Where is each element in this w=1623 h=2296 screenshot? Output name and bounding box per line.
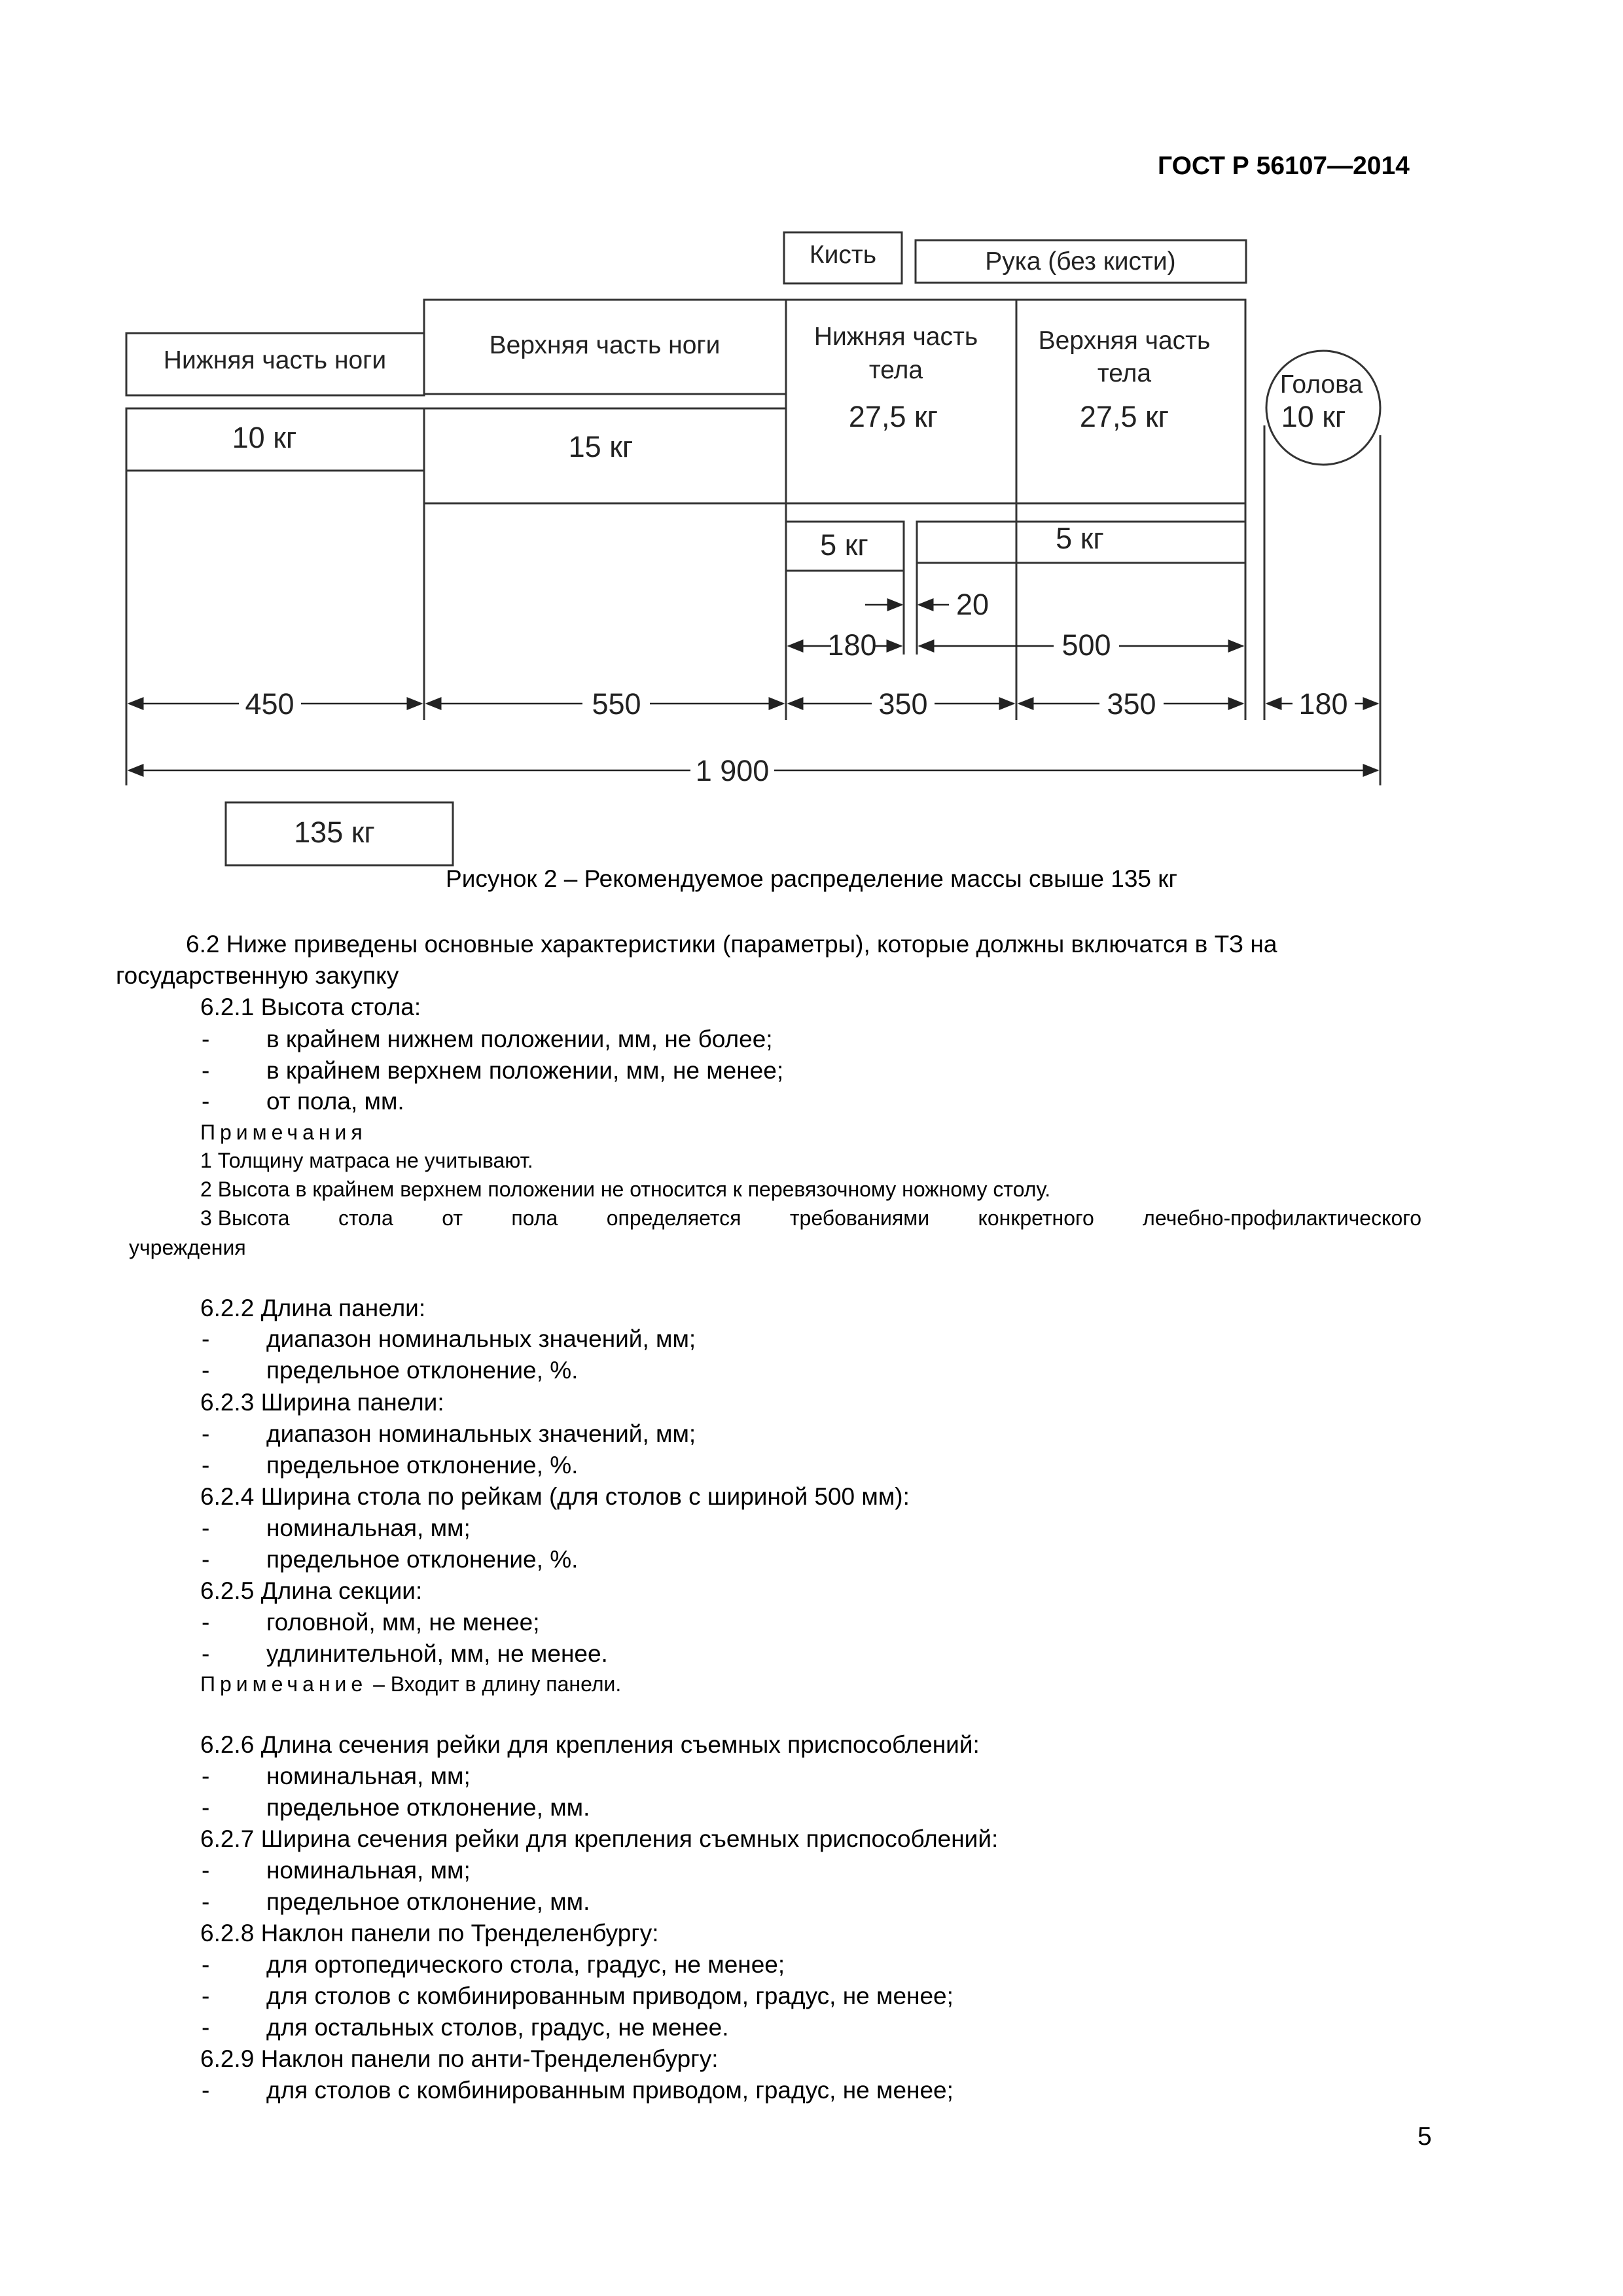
lower-body-label-line2: тела <box>868 356 923 384</box>
dim-label-180-hand: 180 <box>827 628 877 662</box>
section-title-6-2-5: 6.2.5 Длина секции: <box>200 1577 423 1604</box>
list-item: предельное отклонение, мм. <box>266 1888 590 1915</box>
paragraph-6-2-line2: государственную закупку <box>116 962 399 989</box>
document-number: ГОСТ Р 56107—2014 <box>1158 152 1410 180</box>
list-item: номинальная, мм; <box>266 1763 471 1789</box>
note-2: 2 Высота в крайнем верхнем положении не относится к перевязочному ножному столу. <box>200 1177 1051 1201</box>
list-bullet: - <box>202 1982 210 2009</box>
list-item: предельное отклонение, %. <box>266 1452 579 1479</box>
dim-label-1900: 1 900 <box>695 754 770 787</box>
section-title-6-2-8: 6.2.8 Наклон панели по Тренделенбургу: <box>200 1920 659 1946</box>
upper-body-weight: 27,5 кг <box>1079 400 1169 433</box>
list-bullet: - <box>202 1026 210 1052</box>
list-bullet: - <box>202 1325 210 1352</box>
list-bullet: - <box>202 2077 210 2104</box>
note-3-line1 <box>200 1206 1421 1230</box>
list-item: удлинительной, мм, не менее. <box>266 1640 608 1667</box>
section-title-6-2-7: 6.2.7 Ширина сечения рейки для крепления съемных приспособлений: <box>200 1825 999 1852</box>
list-bullet: - <box>202 1088 210 1115</box>
lower-body-label-line1: Нижняя часть <box>813 323 978 351</box>
note-6-2-5 <box>200 1672 621 1696</box>
note-3-word: стола <box>338 1206 393 1230</box>
note-label: Примечание <box>200 1672 368 1696</box>
list-item: для остальных столов, градус, не менее. <box>266 2014 729 2041</box>
paragraph-6-2-line1: 6.2 Ниже приведены основные характеристики (параметры), которые должны включатся в ТЗ на <box>186 931 1277 958</box>
note-3-line2: учреждения <box>129 1236 246 1259</box>
list-bullet: - <box>202 1420 210 1447</box>
section-title-6-2-9: 6.2.9 Наклон панели по анти-Тренделенбургу: <box>200 2045 719 2072</box>
list-bullet: - <box>202 1357 210 1384</box>
note-3-word: лечебно-профилактического <box>1143 1206 1421 1230</box>
list-item: в крайнем верхнем положении, мм, не менее; <box>266 1057 784 1084</box>
list-item: для столов с комбинированным приводом, градус, не менее; <box>266 2077 954 2104</box>
section-title-6-2-6: 6.2.6 Длина сечения рейки для крепления съемных приспособлений: <box>200 1731 980 1758</box>
list-bullet: - <box>202 1857 210 1884</box>
dim-label-20: 20 <box>955 588 990 621</box>
dim-label-180-head: 180 <box>1298 687 1348 721</box>
list-bullet: - <box>202 1763 210 1789</box>
upper-body-label-line2: тела <box>1097 359 1152 387</box>
list-item: предельное отклонение, мм. <box>266 1794 590 1821</box>
list-item: для столов с комбинированным приводом, градус, не менее; <box>266 1982 954 2009</box>
hand-weight: 5 кг <box>820 528 868 562</box>
dim-label-350-lower: 350 <box>878 687 928 721</box>
list-item: предельное отклонение, %. <box>266 1546 579 1573</box>
lower-leg-label: Нижняя часть ноги <box>163 346 387 374</box>
page-number: 5 <box>1418 2123 1432 2151</box>
mass-distribution-figure <box>0 0 1623 870</box>
note-3-word: требованиями <box>789 1206 930 1230</box>
figure-caption: Рисунок 2 – Рекомендуемое распределение массы свыше 135 кг <box>446 865 1177 892</box>
head-weight: 10 кг <box>1281 400 1346 433</box>
head-label: Голова <box>1279 370 1363 399</box>
list-bullet: - <box>202 1609 210 1636</box>
section-title-6-2-4: 6.2.4 Ширина стола по рейкам (для столов с шириной 500 мм): <box>200 1483 910 1510</box>
list-bullet: - <box>202 1546 210 1573</box>
section-title-6-2-3: 6.2.3 Ширина панели: <box>200 1389 444 1416</box>
list-item: для ортопедического стола, градус, не менее; <box>266 1951 785 1978</box>
notes-heading: Примечания <box>200 1121 367 1144</box>
total-weight: 135 кг <box>294 816 375 849</box>
section-title-6-2-2: 6.2.2 Длина панели: <box>200 1295 426 1321</box>
dim-label-500: 500 <box>1061 628 1111 662</box>
list-bullet: - <box>202 2014 210 2041</box>
hand-label: Кисть <box>809 241 877 269</box>
list-bullet: - <box>202 1640 210 1667</box>
list-bullet: - <box>202 1452 210 1479</box>
note-text: – Входит в длину панели. <box>367 1672 622 1696</box>
list-bullet: - <box>202 1951 210 1978</box>
section-title-6-2-1: 6.2.1 Высота стола: <box>200 994 421 1020</box>
note-3-word: пола <box>511 1206 558 1230</box>
upper-body-label-line1: Верхняя часть <box>1038 327 1211 355</box>
lower-leg-weight: 10 кг <box>232 421 297 454</box>
dim-label-450: 450 <box>245 687 294 721</box>
list-bullet: - <box>202 1515 210 1541</box>
list-item: диапазон номинальных значений, мм; <box>266 1325 696 1352</box>
dim-label-350-upper: 350 <box>1107 687 1156 721</box>
note-3-word: от <box>442 1206 463 1230</box>
list-bullet: - <box>202 1057 210 1084</box>
list-item: номинальная, мм; <box>266 1515 471 1541</box>
note-3-word: определяется <box>606 1206 741 1230</box>
upper-leg-weight: 15 кг <box>568 430 633 463</box>
list-item: от пола, мм. <box>266 1088 404 1115</box>
dim-label-550: 550 <box>592 687 641 721</box>
note-3-word: 3 Высота <box>200 1206 290 1230</box>
note-3-word: конкретного <box>978 1206 1094 1230</box>
list-item: в крайнем нижнем положении, мм, не более; <box>266 1026 773 1052</box>
note-1: 1 Толщину матраса не учитывают. <box>200 1149 533 1172</box>
list-item: диапазон номинальных значений, мм; <box>266 1420 696 1447</box>
arm-weight: 5 кг <box>1056 522 1104 555</box>
list-item: номинальная, мм; <box>266 1857 471 1884</box>
lower-body-weight: 27,5 кг <box>848 400 938 433</box>
arm-label: Рука (без кисти) <box>985 247 1176 276</box>
list-item: головной, мм, не менее; <box>266 1609 540 1636</box>
list-bullet: - <box>202 1888 210 1915</box>
list-item: предельное отклонение, %. <box>266 1357 579 1384</box>
upper-leg-label: Верхняя часть ноги <box>489 331 721 359</box>
list-bullet: - <box>202 1794 210 1821</box>
